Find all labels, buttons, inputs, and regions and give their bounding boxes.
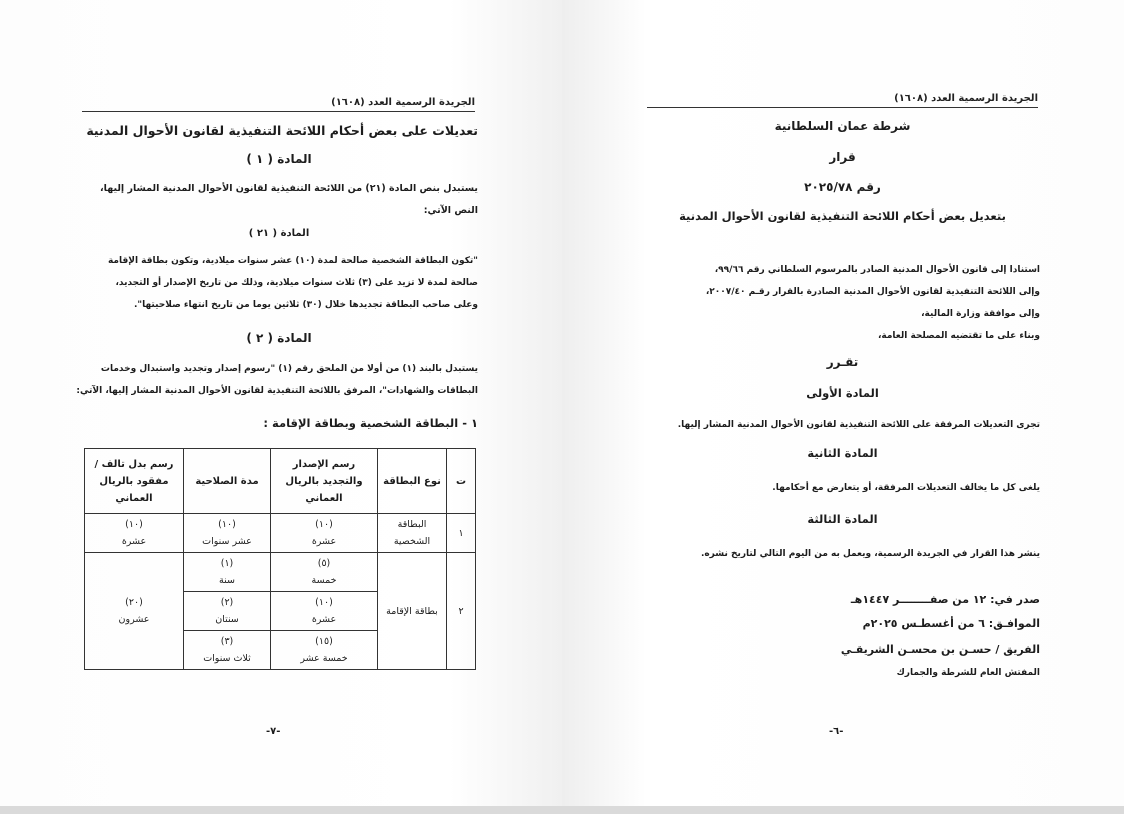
fee-number: (٥) bbox=[317, 558, 331, 569]
validity-words: عشر سنوات bbox=[202, 536, 252, 547]
row-validity bbox=[184, 592, 271, 631]
validity-words: سنتان bbox=[215, 614, 239, 625]
article-2-heading: المادة الثانية bbox=[807, 446, 878, 460]
preamble-line-3: وإلى موافقة وزارة المالية، bbox=[921, 309, 1040, 319]
article-21-line-3: وعلى صاحب البطاقة تجديدها خلال (٣٠) ثلاثين يوما من تاريخ انتهاء صلاحيتها". bbox=[133, 300, 478, 310]
header-card-type: نوع البطاقة bbox=[378, 449, 447, 514]
validity-number: (١٠) bbox=[218, 519, 236, 530]
row-validity bbox=[184, 631, 271, 670]
header-issue-fee: رسم الإصدار والتجديد بالريال العماني bbox=[271, 449, 378, 514]
signatory-title: المفتش العام للشرطة والجمارك bbox=[896, 668, 1040, 678]
article-3-heading: المادة الثالثة bbox=[807, 512, 878, 526]
decides-label: تقـرر bbox=[826, 355, 859, 369]
decision-subject: بتعديل بعض أحكام اللائحة التنفيذية لقانون الأحوال المدنية bbox=[679, 209, 1006, 223]
row-replace-fee bbox=[85, 514, 184, 553]
article-1-line-2: النص الآتي: bbox=[423, 205, 478, 216]
page-right bbox=[562, 0, 1124, 806]
preamble-line-1: استنادا إلى قانون الأحوال المدنية الصادر بالمرسوم السلطاني رقم ٩٩/٦٦، bbox=[714, 265, 1040, 275]
fee-number: (٢٠) bbox=[125, 597, 143, 608]
fee-words: خمسة bbox=[311, 575, 337, 586]
article-1-heading: المادة ( ١ ) bbox=[246, 152, 312, 166]
page-left bbox=[0, 0, 562, 806]
spread-bottom-edge bbox=[0, 806, 1124, 814]
row-validity bbox=[184, 553, 271, 592]
table-row bbox=[85, 514, 476, 553]
fee-words: عشرون bbox=[118, 614, 150, 625]
row-card-type: البطاقة الشخصية bbox=[378, 514, 447, 553]
article-3-text: ينشر هذا القرار في الجريدة الرسمية، ويعمل به من اليوم التالي لتاريخ نشره. bbox=[700, 549, 1040, 559]
article-21-line-1: "تكون البطاقة الشخصية صالحة لمدة (١٠) عشر سنوات ميلادية، وتكون بطاقة الإقامة bbox=[107, 256, 478, 266]
fee-number: (١٥) bbox=[315, 636, 333, 647]
amendments-title: تعديلات على بعض أحكام اللائحة التنفيذية لقانون الأحوال المدنية bbox=[86, 123, 478, 138]
header-replace-fee: رسم بدل تالف / مفقود بالريال العماني bbox=[85, 449, 184, 514]
page-number: -٧- bbox=[266, 726, 281, 737]
fee-number: (١٠) bbox=[125, 519, 143, 530]
row-issue-fee bbox=[271, 514, 378, 553]
row-validity bbox=[184, 514, 271, 553]
organization-name: شرطة عمان السلطانية bbox=[774, 119, 911, 133]
row-num: ١ bbox=[447, 514, 476, 553]
table-header-row bbox=[85, 449, 476, 514]
decision-number: رقم ٢٠٢٥/٧٨ bbox=[804, 180, 881, 194]
fees-table bbox=[84, 448, 476, 670]
page-header: الجريدة الرسمية العدد (١٦٠٨) bbox=[82, 97, 475, 112]
article-1-line-1: يستبدل بنص المادة (٢١) من اللائحة التنفيذية لقانون الأحوال المدنية المشار إليها، bbox=[100, 183, 478, 194]
table-row bbox=[85, 553, 476, 592]
row-num: ٢ bbox=[447, 553, 476, 670]
fee-number: (١٠) bbox=[315, 597, 333, 608]
signatory-name: الفريق / حسـن بن محسـن الشريقـي bbox=[840, 643, 1040, 656]
issued-date-hijri: صدر في: ١٢ من صفــــــــر ١٤٤٧هـ bbox=[850, 593, 1040, 606]
article-2-line-2: البطاقات والشهادات"، المرفق باللائحة التنفيذية لقانون الأحوال المدنية المشار إليها، الآتي: bbox=[76, 386, 478, 396]
fee-words: عشرة bbox=[311, 536, 337, 547]
preamble-line-2: وإلى اللائحة التنفيذية لقانون الأحوال المدنية الصادرة بالقرار رقـم ٢٠٠٧/٤٠، bbox=[705, 287, 1040, 297]
article-1-text: تجرى التعديلات المرفقة على اللائحة التنفيذية لقانون الأحوال المدنية المشار إليها. bbox=[677, 420, 1040, 430]
article-21-line-2: صالحة لمدة لا تزيد على (٣) ثلاث سنوات ميلادية، وذلك من تاريخ الإصدار أو التجديد، bbox=[115, 278, 478, 288]
preamble-line-4: وبناء على ما تقتضيه المصلحة العامة، bbox=[877, 331, 1040, 341]
article-2-line-1: يستبدل بالبند (١) من أولا من الملحق رقم (١) "رسوم إصدار وتجديد واستبدال وخدمات bbox=[100, 364, 478, 374]
validity-number: (٣) bbox=[220, 636, 234, 647]
page-header: الجريدة الرسمية العدد (١٦٠٨) bbox=[647, 93, 1038, 108]
row-issue-fee bbox=[271, 631, 378, 670]
header-validity: مدة الصلاحية bbox=[184, 449, 271, 514]
fee-number: (١٠) bbox=[315, 519, 333, 530]
fee-words: عشرة bbox=[311, 614, 337, 625]
issued-date-gregorian: الموافـق: ٦ من أغسطـس ٢٠٢٥م bbox=[862, 617, 1040, 630]
fee-words: خمسة عشر bbox=[300, 653, 348, 664]
validity-number: (١) bbox=[220, 558, 234, 569]
validity-words: سنة bbox=[219, 575, 235, 586]
page-number: -٦- bbox=[829, 726, 844, 737]
row-card-type: بطاقة الإقامة bbox=[378, 553, 447, 670]
validity-words: ثلاث سنوات bbox=[203, 653, 251, 664]
row-issue-fee bbox=[271, 592, 378, 631]
row-issue-fee bbox=[271, 553, 378, 592]
article-2-text: يلغى كل ما يخالف التعديلات المرفقة، أو يتعارض مع أحكامها. bbox=[772, 483, 1040, 493]
article-2-heading: المادة ( ٢ ) bbox=[246, 331, 312, 345]
header-num: ت bbox=[447, 449, 476, 514]
validity-number: (٢) bbox=[220, 597, 234, 608]
article-21-heading: المادة ( ٢١ ) bbox=[248, 228, 310, 239]
fee-words: عشرة bbox=[121, 536, 147, 547]
article-1-heading: المادة الأولى bbox=[806, 386, 879, 400]
decision-label: قرار bbox=[829, 150, 856, 164]
row-replace-fee bbox=[85, 553, 184, 670]
table-caption: ١ - البطاقة الشخصية وبطاقة الإقامة : bbox=[263, 416, 478, 430]
